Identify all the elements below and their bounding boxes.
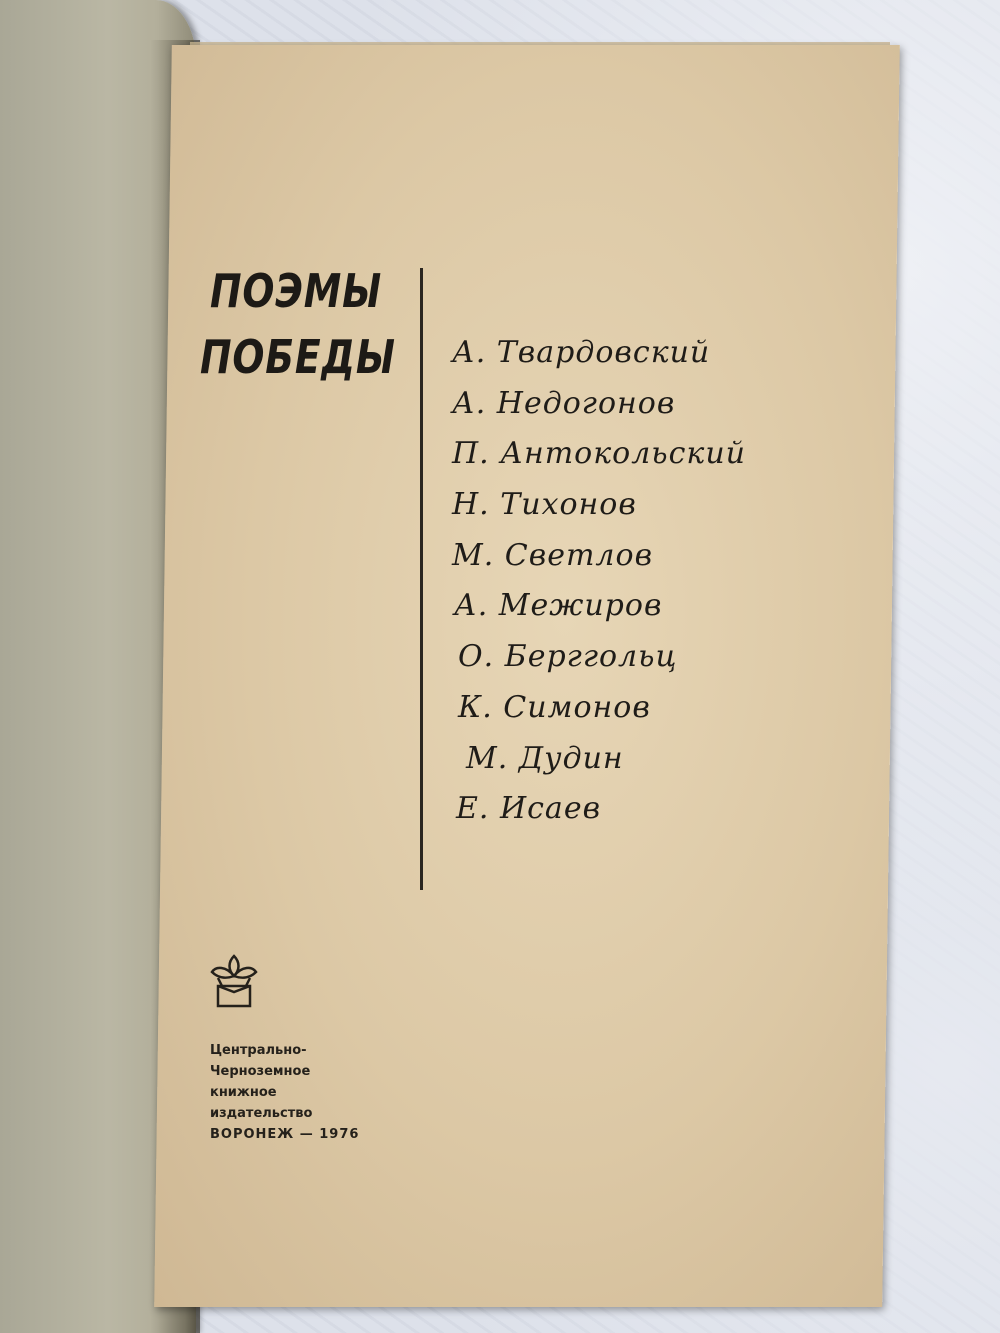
publisher-imprint xyxy=(210,1040,359,1145)
author-item: П. Антокольский xyxy=(452,436,746,472)
publisher-city-year: ВОРОНЕЖ — 1976 xyxy=(210,1127,360,1142)
book-title-line-2: ПОБЕДЫ xyxy=(200,330,396,384)
author-item: А. Межиров xyxy=(454,588,663,624)
book-title-line-1: ПОЭМЫ xyxy=(210,264,383,318)
author-item: М. Светлов xyxy=(452,537,654,573)
publisher-line: книжное xyxy=(210,1085,277,1100)
author-item: М. Дудин xyxy=(466,740,624,776)
vertical-divider xyxy=(420,268,423,890)
author-item: А. Твардовский xyxy=(452,335,711,370)
publisher-line: Черноземное xyxy=(210,1064,311,1079)
author-list xyxy=(452,333,746,840)
publisher-line: издательство xyxy=(210,1106,313,1121)
author-item: Е. Исаев xyxy=(456,791,602,827)
author-item: К. Симонов xyxy=(458,689,651,725)
author-item: О. Берггольц xyxy=(458,639,678,675)
publisher-line: Центрально- xyxy=(210,1043,307,1058)
author-item: А. Недогонов xyxy=(452,385,676,421)
publisher-emblem-icon xyxy=(208,952,260,1010)
author-item: Н. Тихонов xyxy=(452,487,637,523)
